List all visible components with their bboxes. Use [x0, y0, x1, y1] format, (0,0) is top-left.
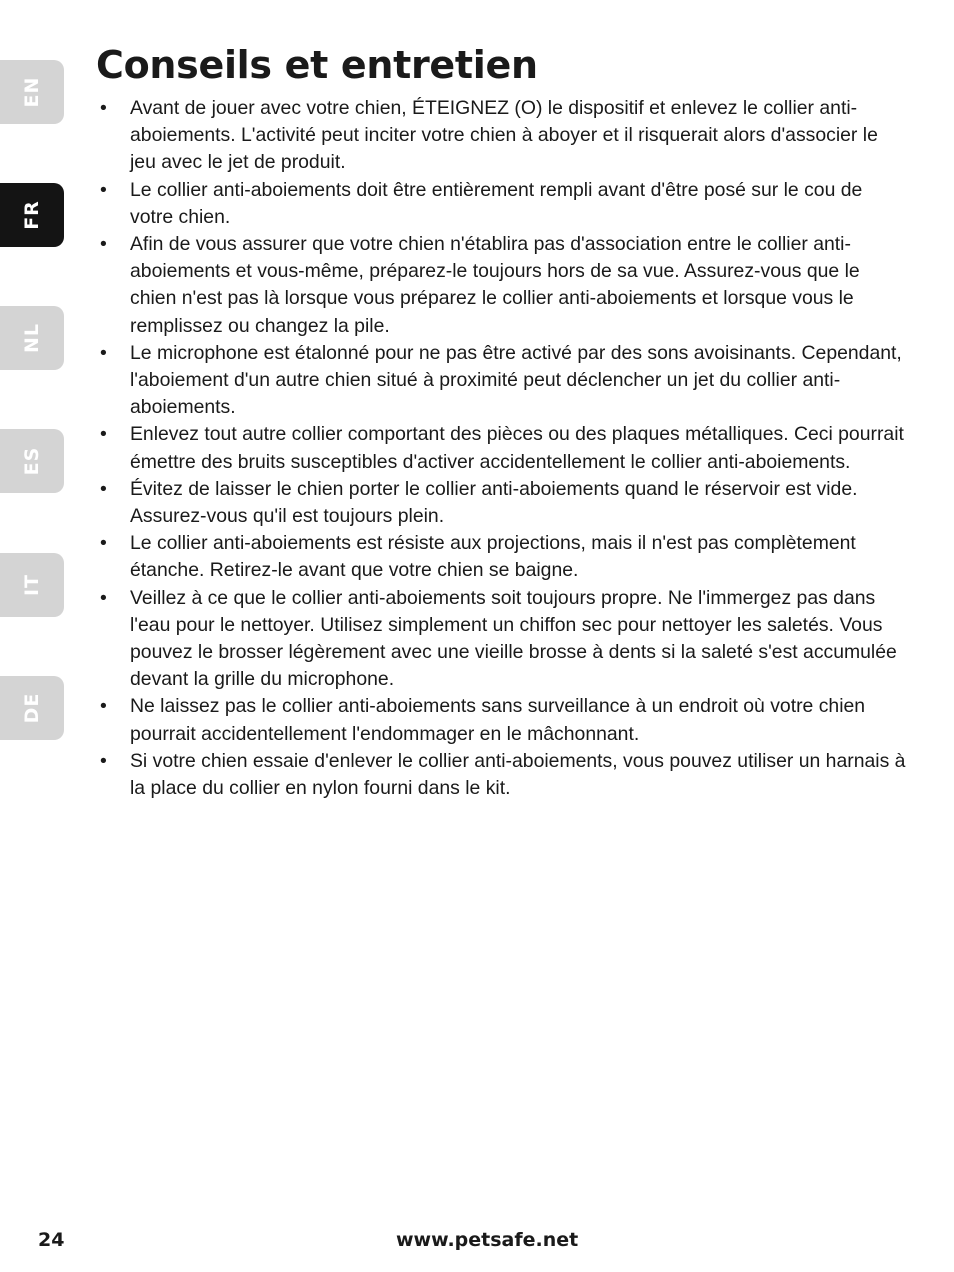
website-link[interactable]: www.petsafe.net [396, 1229, 579, 1251]
list-item [100, 177, 906, 231]
list-item-text: Avant de jouer avec votre chien, ÉTEIGNEZ (O) le dispositif et enlevez le collier anti-aboiements. L'activité peut inciter votre chien à aboyer et il risquerait alors d'associer le jeu avec le jet de produit. [130, 97, 878, 174]
list-item [100, 693, 906, 747]
bullet-icon: • [100, 97, 107, 119]
bullet-icon: • [100, 586, 107, 609]
list-item [100, 585, 906, 694]
bullet-icon: • [100, 341, 107, 364]
bullet-icon: • [100, 477, 107, 500]
list-item-text: Ne laissez pas le collier anti-aboiements sans surveillance à un endroit où votre chien pourrait accidentellement l'endommager en le mâchonnant. [130, 695, 866, 745]
list-item [100, 421, 906, 475]
language-tab-fr[interactable] [0, 183, 64, 247]
language-tab-de[interactable] [0, 676, 64, 740]
language-tab-label: NL [21, 322, 43, 354]
bullet-icon: • [100, 749, 107, 772]
list-item [100, 476, 906, 530]
list-item-text: Afin de vous assurer que votre chien n'établira pas d'association entre le collier anti-aboiements et vous-même, préparez-le toujours hors de sa vue. Assurez-vous que le chien n'est pas là lorsque vous préparez le collier anti-aboiements et lorsque vous le remplissez ou changez la pile. [130, 233, 860, 337]
bullet-icon: • [100, 423, 107, 446]
list-item [100, 748, 906, 802]
language-tab-nl[interactable] [0, 306, 64, 370]
bullet-icon: • [100, 178, 107, 201]
list-item-text: Veillez à ce que le collier anti-aboiements soit toujours propre. Ne l'immergez pas dans l'eau pour le nettoyer. Utilisez simplement un chiffon sec pour nettoyer les saletés. Vous pouvez le brosser légèrement avec une vieille brosse à dents si la saleté s'est accumulée devant la grille du microphone. [130, 586, 897, 691]
language-tab-en[interactable] [0, 60, 64, 124]
list-item-text: Le collier anti-aboiements doit être entièrement rempli avant d'être posé sur le cou de votre chien. [130, 178, 863, 228]
tips-list [100, 95, 906, 802]
list-item [100, 530, 906, 584]
list-item-text: Évitez de laisser le chien porter le collier anti-aboiements quand le réservoir est vide. Assurez-vous qu'il est toujours plein. [130, 477, 858, 528]
language-tab-label: IT [21, 573, 43, 597]
list-item-text: Le microphone est étalonné pour ne pas être activé par des sons avoisinants. Cependant, l'aboiement d'un autre chien situé à proximité peut déclencher un jet du collier anti-aboiements. [130, 341, 902, 419]
language-tab-label: EN [21, 76, 43, 108]
language-tab-es[interactable] [0, 429, 64, 493]
language-tab-label: ES [21, 446, 43, 476]
list-item [100, 95, 906, 177]
language-tab-it[interactable] [0, 553, 64, 617]
list-item-text: Si votre chien essaie d'enlever le collier anti-aboiements, vous pouvez utiliser un harnais à la place du collier en nylon fourni dans le kit. [130, 749, 906, 800]
language-tab-label: DE [21, 692, 43, 724]
bullet-icon: • [100, 695, 107, 718]
list-item [100, 231, 906, 340]
language-tab-label: FR [21, 200, 43, 230]
page-title: Conseils et entretien [96, 43, 538, 87]
list-item-text: Le collier anti-aboiements est résiste aux projections, mais il n'est pas complètement étanche. Retirez-le avant que votre chien se baigne. [130, 532, 856, 582]
list-item [100, 340, 906, 422]
bullet-icon: • [100, 532, 107, 555]
bullet-icon: • [100, 233, 107, 256]
list-item-text: Enlevez tout autre collier comportant des pièces ou des plaques métalliques. Ceci pourrait émettre des bruits susceptibles d'activer accidentellement le collier anti-aboiements. [130, 423, 904, 473]
page-number: 24 [38, 1229, 65, 1251]
